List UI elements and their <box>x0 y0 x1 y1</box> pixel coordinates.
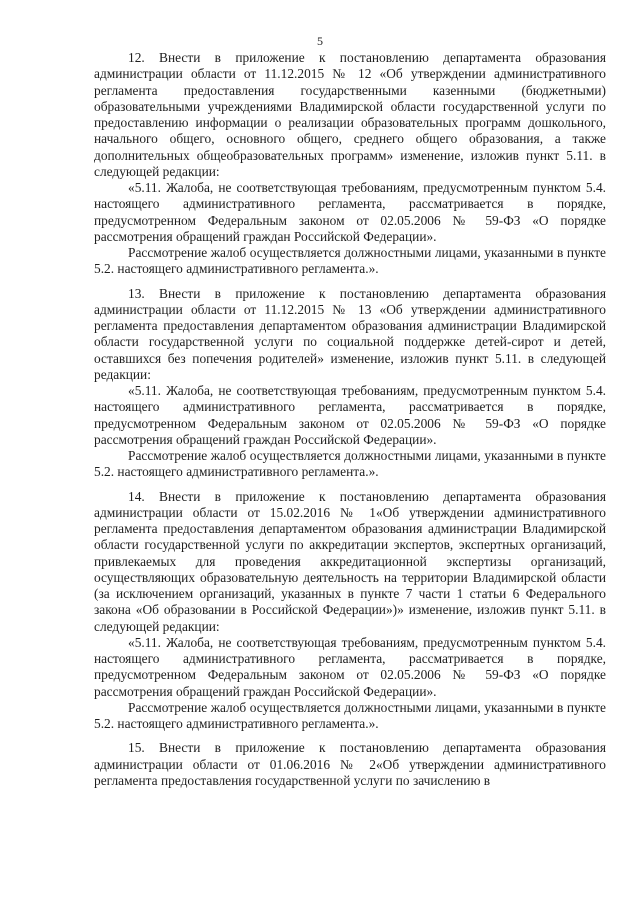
review-paragraph: Рассмотрение жалоб осуществляется должностными лицами, указанными в пункте 5.2. настоящего административного регламента.». <box>94 699 606 731</box>
page-number: 5 <box>317 34 323 48</box>
paragraph-12: 12. Внести в приложение к постановлению департамента образования администрации области от 11.12.2015 № 12 «Об утверждении административного регламента предоставления государственными казенными (бюджетными) образовательными учреждениями Владимирской области государственной услуги по предоставлению информации о реализации образовательных программ дошкольного, начального общего, основного общего, среднего общего образования, а также дополнительных общеобразовательных программ» изменение, изложив пункт 5.11. в следующей редакции: <box>94 50 606 179</box>
paragraph-13: 13. Внести в приложение к постановлению департамента образования администрации области от 11.12.2015 № 13 «Об утверждении административного регламента предоставления департаментом образования администрации Владимирской области государственной услуги по социальной поддержке детей-сирот и детей, оставшихся без попечения родителей» изменение, изложив пункт 5.11. в следующей редакции: <box>94 285 606 382</box>
review-paragraph: Рассмотрение жалоб осуществляется должностными лицами, указанными в пункте 5.2. настоящего административного регламента.». <box>94 448 606 480</box>
paragraph-15: 15. Внести в приложение к постановлению департамента образования администрации области от 01.06.2016 № 2«Об утверждении административного регламента предоставления государственной услуги по зачислению в <box>94 740 606 788</box>
document-body <box>94 50 606 789</box>
quote-5-11: «5.11. Жалоба, не соответствующая требованиям, предусмотренным пунктом 5.4. настоящего административного регламента, рассматривается в порядке, предусмотренном Федеральным законом от 02.05.2006 № 59-ФЗ «О порядке рассмотрения обращений граждан Российской Федерации». <box>94 383 606 447</box>
paragraph-14: 14. Внести в приложение к постановлению департамента образования администрации области от 15.02.2016 № 1«Об утверждении административного регламента предоставления департаментом образования администрации Владимирской области государственной услуги по аккредитации экспертов, экспертных организаций, привлекаемых для проведения аккредитационной экспертизы организаций, осуществляющих образовательную деятельность на территории Владимирской области (за исключением организаций, указанных в пункте 7 части 1 статьи 6 Федерального закона «Об образовании в Российской Федерации»)» изменение, изложив пункт 5.11. в следующей редакции: <box>94 488 606 634</box>
quote-5-11: «5.11. Жалоба, не соответствующая требованиям, предусмотренным пунктом 5.4. настоящего административного регламента, рассматривается в порядке, предусмотренном Федеральным законом от 02.05.2006 № 59-ФЗ «О порядке рассмотрения обращений граждан Российской Федерации». <box>94 634 606 699</box>
quote-5-11: «5.11. Жалоба, не соответствующая требованиям, предусмотренным пунктом 5.4. настоящего административного регламента, рассматривается в порядке, предусмотренном Федеральным законом от 02.05.2006 № 59-ФЗ «О порядке рассмотрения обращений граждан Российской Федерации». <box>94 180 606 244</box>
review-paragraph: Рассмотрение жалоб осуществляется должностными лицами, указанными в пункте 5.2. настоящего административного регламента.». <box>94 245 606 277</box>
